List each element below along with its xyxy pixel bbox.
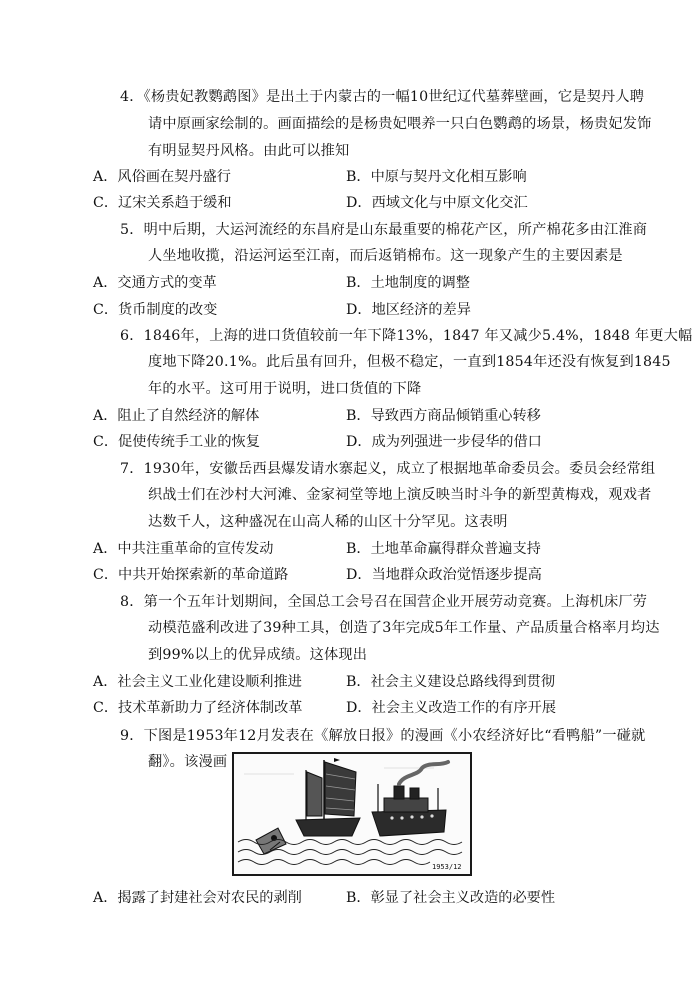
q5-option-a: A．交通方式的变革	[93, 275, 217, 291]
q4-stem-line-1: 4．《杨贵妃教鹦鹉图》是出土于内蒙古的一幅10世纪辽代墓葬壁画，它是契丹人聘	[120, 89, 645, 105]
q9-option-b: B．彰显了社会主义改造的必要性	[346, 890, 556, 906]
q9-option-a: A．揭露了封建社会对农民的剥削	[93, 890, 302, 906]
q5-option-b: B．土地制度的调整	[346, 275, 470, 291]
q4-stem-line-2: 请中原画家绘制的。画面描绘的是杨贵妃喂养一只白色鹦鹉的场景，杨贵妃发饰	[148, 116, 652, 132]
q8-option-c: C．技术革新助力了经济体制改革	[93, 700, 303, 716]
q9-stem-line-2: 翻》。该漫画	[148, 754, 228, 770]
q8-option-b: B．社会主义建设总路线得到贯彻	[346, 674, 556, 690]
q7-option-b: B．土地革命赢得群众普遍支持	[346, 541, 541, 557]
q5-stem-line-2: 人坐地收揽，沿运河运至江南，而后返销棉布。这一现象产生的主要因素是	[148, 248, 623, 264]
steamship-drawing	[372, 762, 448, 836]
q6-stem-line-3: 年的水平。这可用于说明，进口货值的下降	[148, 381, 422, 397]
q4-option-c: C．辽宋关系趋于缓和	[93, 195, 232, 211]
q8-option-a: A．社会主义工业化建设顺利推进	[93, 674, 302, 690]
q6-option-d: D．成为列强进一步侵华的借口	[346, 434, 542, 450]
q8-option-d: D．社会主义改造工作的有序开展	[346, 700, 557, 716]
q7-option-d: D．当地群众政治觉悟逐步提高	[346, 567, 542, 583]
cartoon-caption: 1953/12	[432, 863, 462, 871]
q6-stem-line-1: 6．1846年，上海的进口货值较前一年下降13%，1847 年又减少5.4%，1848 年更大幅	[120, 328, 693, 344]
q5-option-d: D．地区经济的差异	[346, 302, 471, 318]
q8-stem-line-2: 动模范盛利改进了39种工具，创造了3年完成5年工作量、产品质量合格率月均达	[148, 620, 660, 636]
sailboat-drawing	[296, 758, 360, 836]
q4-option-d: D．西域文化与中原文化交汇	[346, 195, 528, 211]
q4-option-b: B．中原与契丹文化相互影响	[346, 169, 527, 185]
q6-option-b: B．导致西方商品倾销重心转移	[346, 408, 541, 424]
q8-stem-line-1: 8．第一个五年计划期间，全国总工会号召在国营企业开展劳动竞赛。上海机床厂劳	[120, 594, 648, 610]
q9-stem-line-1: 9．下图是1953年12月发表在《解放日报》的漫画《小农经济好比“看鸭船”一碰就	[120, 728, 646, 744]
q5-option-c: C．货币制度的改变	[93, 302, 218, 318]
q7-option-c: C．中共开始探索新的革命道路	[93, 567, 289, 583]
q5-stem-line-1: 5．明中后期，大运河流经的东昌府是山东最重要的棉花产区，所产棉花多由江淮商	[120, 222, 648, 238]
q6-option-a: A．阻止了自然经济的解体	[93, 408, 260, 424]
q8-stem-line-3: 到99%以上的优异成绩。这体现出	[148, 647, 368, 663]
q4-stem-line-3: 有明显契丹风格。由此可以推知	[148, 143, 350, 159]
cartoon-illustration	[234, 754, 470, 874]
q6-stem-line-2: 度地下降20.1%。此后虽有回升，但极不稳定，一直到1854年还没有恢复到1845	[148, 354, 671, 370]
q4-option-a: A．风俗画在契丹盛行	[93, 169, 231, 185]
cartoon-image	[232, 752, 472, 876]
q6-option-c: C．促使传统手工业的恢复	[93, 434, 260, 450]
q7-stem-line-3: 达数千人，这种盛况在山高人稀的山区十分罕见。这表明	[148, 514, 508, 530]
q7-option-a: A．中共注重革命的宣传发动	[93, 541, 274, 557]
q7-stem-line-1: 7．1930年，安徽岳西县爆发请水寨起义，成立了根据地革命委员会。委员会经常组	[120, 461, 656, 477]
q7-stem-line-2: 织战士们在沙村大河滩、金家祠堂等地上演反映当时斗争的新型黄梅戏，观戏者	[148, 487, 652, 503]
